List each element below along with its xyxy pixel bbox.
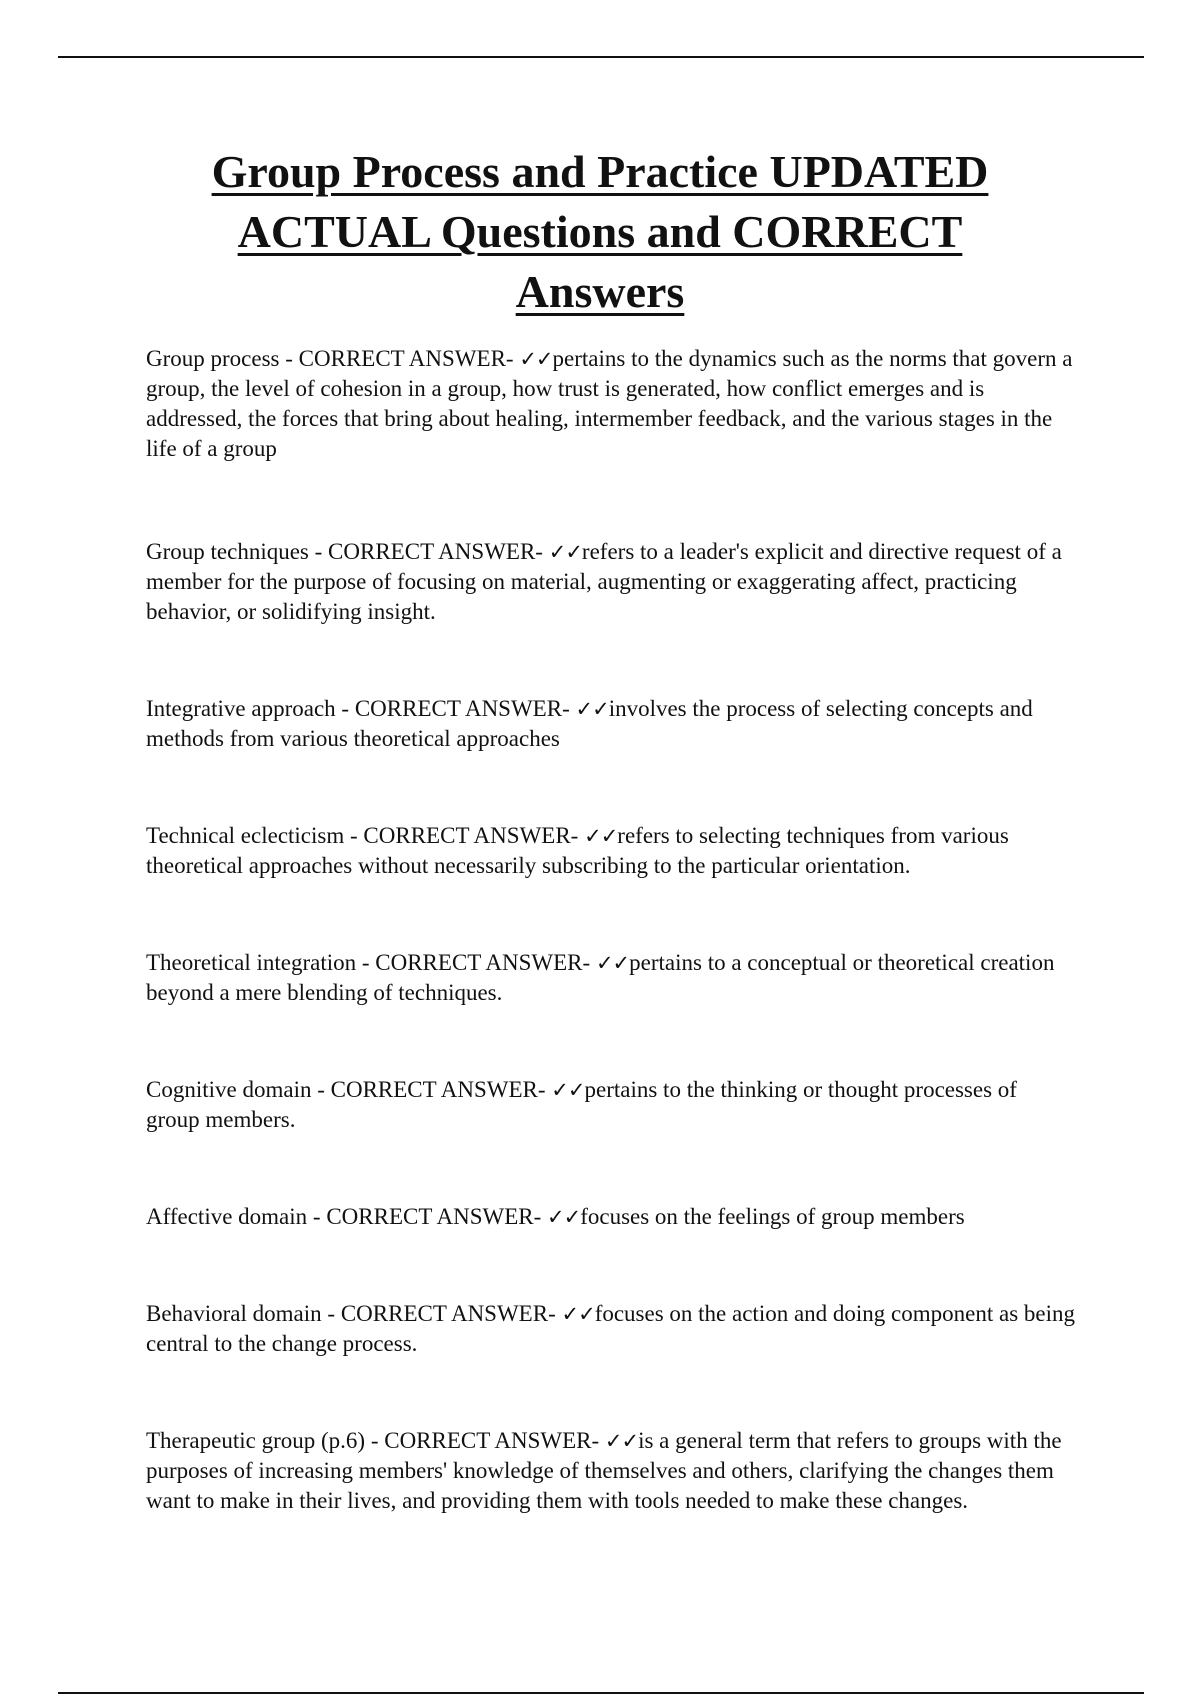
double-check-icon: ✓✓	[547, 1205, 581, 1229]
answer-separator: - CORRECT ANSWER-	[308, 539, 549, 564]
entry-definition: involves the process of selecting concepts and methods from various theoretical approaches	[146, 696, 1033, 751]
double-check-icon: ✓✓	[548, 540, 582, 564]
answer-separator: - CORRECT ANSWER-	[356, 950, 596, 975]
entry-term: Theoretical integration	[146, 950, 357, 975]
qa-entry	[146, 694, 1076, 754]
double-check-icon: ✓✓	[551, 1078, 585, 1102]
document-title: Group Process and Practice UPDATED ACTUAL Questions and CORRECT Answers	[211, 146, 989, 317]
qa-entry	[146, 344, 1076, 464]
answer-separator: - CORRECT ANSWER-	[344, 823, 585, 848]
entry-definition: refers to a leader's explicit and directive request of a member for the purpose of focusing on material, augmenting or exaggerating affect, practicing behavior, or solidifying insight.	[146, 539, 1062, 624]
answer-separator: - CORRECT ANSWER-	[365, 1428, 605, 1453]
answer-separator: - CORRECT ANSWER-	[307, 1204, 547, 1229]
qa-list	[146, 344, 1076, 1516]
entry-term: Affective domain	[146, 1204, 308, 1229]
double-check-icon: ✓✓	[584, 824, 618, 848]
qa-entry	[146, 821, 1076, 881]
entry-definition: pertains to the dynamics such as the norms that govern a group, the level of cohesion in a group, how trust is generated, how conflict emerges and is addressed, the forces that bring about healing, intermember feedback, and the various stages in the life of a group	[146, 346, 1073, 461]
answer-separator: - CORRECT ANSWER-	[321, 1301, 562, 1326]
entry-term: Technical eclecticism	[146, 823, 345, 848]
answer-separator: - CORRECT ANSWER-	[335, 696, 576, 721]
entry-term: Integrative approach	[146, 696, 336, 721]
top-rule	[58, 56, 1144, 58]
entry-term: Behavioral domain	[146, 1301, 322, 1326]
qa-entry	[146, 1075, 1076, 1135]
entry-term: Group techniques	[146, 539, 309, 564]
entry-definition: pertains to the thinking or thought processes of group members.	[146, 1077, 1017, 1132]
entry-term: Therapeutic group (p.6)	[146, 1428, 366, 1453]
entry-term: Cognitive domain	[146, 1077, 312, 1102]
entry-definition: refers to selecting techniques from various theoretical approaches without necessarily subscribing to the particular orientation.	[146, 823, 1009, 878]
double-check-icon: ✓✓	[595, 951, 630, 975]
qa-entry	[146, 537, 1076, 627]
bottom-rule	[58, 1692, 1144, 1694]
answer-separator: - CORRECT ANSWER-	[311, 1077, 552, 1102]
entry-definition: is a general term that refers to groups with the purposes of increasing members' knowledge of themselves and others, clarifying the changes them want to make in their lives, and providing them with tools needed to make these changes.	[146, 1428, 1062, 1513]
entry-definition: pertains to a conceptual or theoretical creation beyond a mere blending of techniques.	[146, 950, 1055, 1005]
answer-separator: - CORRECT ANSWER-	[279, 346, 520, 371]
qa-entry	[146, 1202, 1076, 1232]
entry-definition: focuses on the action and doing component as being central to the change process.	[146, 1301, 1076, 1356]
double-check-icon: ✓✓	[575, 697, 609, 721]
double-check-icon: ✓✓	[561, 1302, 595, 1326]
qa-entry	[146, 948, 1076, 1008]
double-check-icon: ✓✓	[519, 347, 553, 371]
qa-entry	[146, 1426, 1076, 1516]
entry-term: Group process	[146, 346, 280, 371]
double-check-icon: ✓✓	[604, 1429, 639, 1453]
qa-entry	[146, 1299, 1076, 1359]
entry-definition: focuses on the feelings of group members	[580, 1204, 965, 1229]
